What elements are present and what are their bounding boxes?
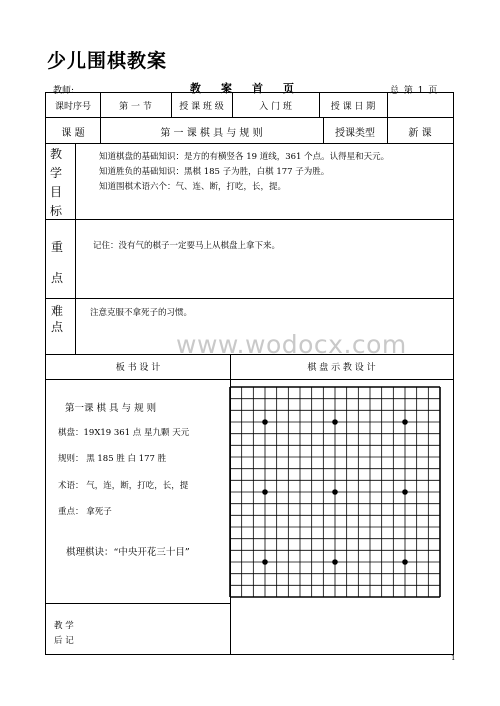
star-point <box>332 419 338 425</box>
document-title: 少儿围棋教案 <box>47 50 168 72</box>
star-point <box>332 489 338 495</box>
key-points-text: 记住：没有气的棋子一定要马上从棋盘上拿下来。 <box>93 241 281 251</box>
class-label: 授 课 班 级 <box>179 102 224 112</box>
key-points-label-top: 重 <box>51 240 64 254</box>
watermark: www.wodocx.com <box>176 330 407 359</box>
board-key-line: 重点： 拿死子 <box>58 507 112 517</box>
star-point <box>402 419 408 425</box>
star-point <box>332 559 338 565</box>
difficulties-label-top: 难 <box>51 304 64 318</box>
reflection-label-line-1: 教 学 <box>54 621 74 631</box>
chessboard-demo-header: 棋 盘 示 教 设 计 <box>307 363 376 373</box>
board-design-header: 板 书 设 计 <box>115 363 161 373</box>
page-info: 总 第 1 页 <box>390 86 438 96</box>
board-spec-line: 棋盘：19X19 361 点 星九颗 天元 <box>58 428 190 438</box>
header-title: 教案首页 <box>190 82 314 95</box>
key-points-label-bottom: 点 <box>51 271 64 285</box>
star-point <box>262 419 268 425</box>
star-point <box>262 559 268 565</box>
objective-line-2: 知道胜负的基础知识：黑棋 185 子为胜，白棋 177 子为胜。 <box>99 167 330 177</box>
date-label: 授 课 日 期 <box>330 102 376 112</box>
star-point <box>262 489 268 495</box>
teacher-label: 教师: <box>53 86 75 96</box>
objective-line-3: 知道围棋术语六个：气、连、断，打吃，长，提。 <box>99 182 287 192</box>
board-lesson-title: 第一课 棋 具 与 规 则 <box>65 403 157 414</box>
class-value: 入 门 班 <box>259 102 292 112</box>
reflection-label-line-2: 后 记 <box>54 636 74 646</box>
objective-line-1: 知道棋盘的基础知识：是方的有横竖各 19 道线，361 个点。认得星和天元。 <box>99 152 390 162</box>
board-rules-line: 规则： 黑 185 胜 白 177 胜 <box>58 454 167 464</box>
period-value: 第 一 节 <box>119 102 152 112</box>
type-value: 新 课 <box>408 128 432 139</box>
period-label: 课时序号 <box>54 102 91 112</box>
topic-label: 课 题 <box>61 128 85 139</box>
board-terms-line: 术语： 气，连，断，打吃，长，提 <box>58 481 189 491</box>
difficulties-text: 注意克服不拿死子的习惯。 <box>90 308 193 318</box>
difficulties-label-bottom: 点 <box>51 320 64 334</box>
go-board <box>229 386 441 598</box>
star-point <box>402 489 408 495</box>
star-point <box>402 559 408 565</box>
type-label: 授课类型 <box>335 128 375 139</box>
topic-value: 第 一 课 棋 具 与 规 则 <box>160 128 263 139</box>
objectives-label: 教学目标 <box>50 147 63 218</box>
page-number: 1 <box>451 654 456 662</box>
board-motto: 棋理棋诀：“中央开花三十目” <box>66 547 190 558</box>
